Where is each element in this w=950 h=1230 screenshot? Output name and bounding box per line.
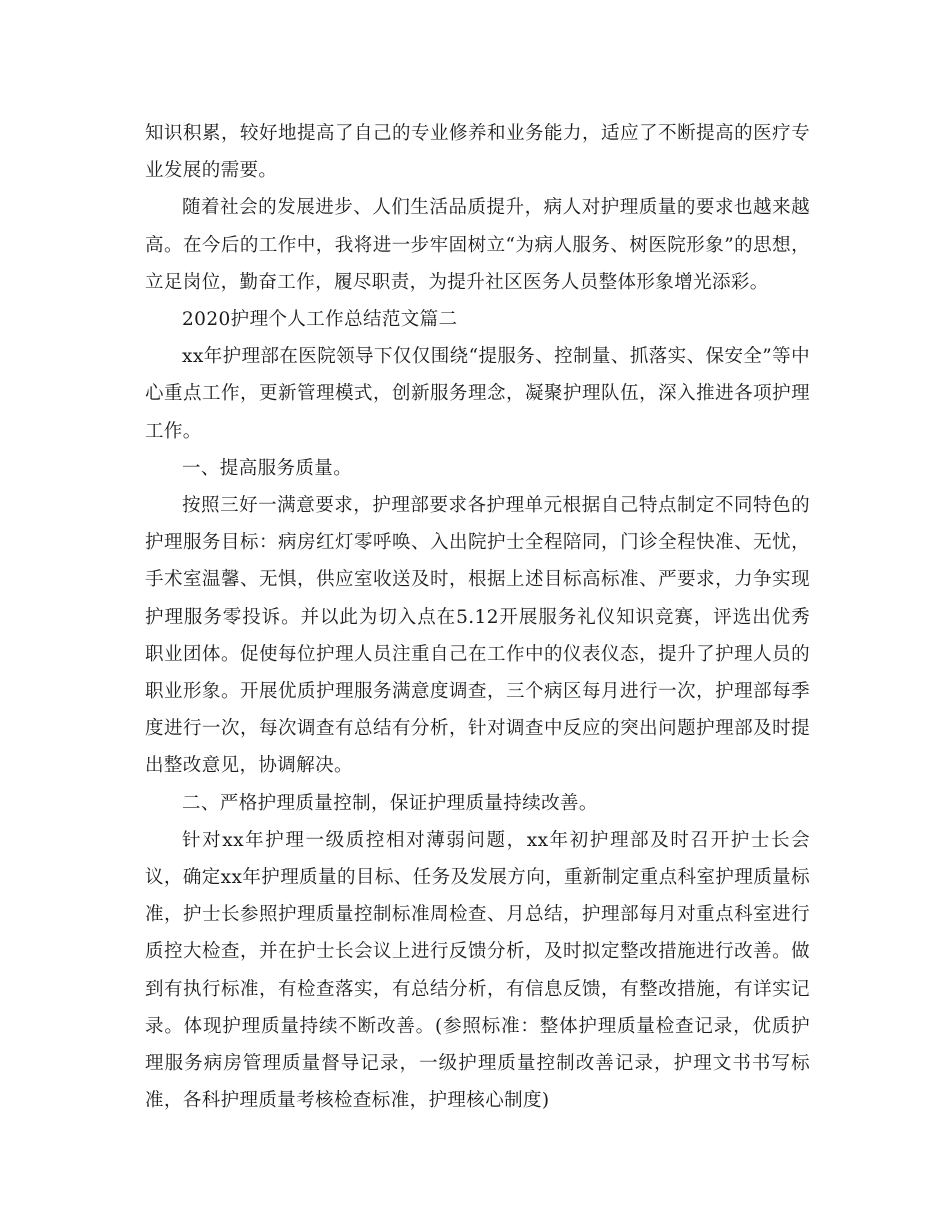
paragraph-5: 针对xx年护理一级质控相对薄弱问题，xx年初护理部及时召开护士长会议，确定xx年护理质量的目标、任务及发展方向，重新制定重点科室护理质量标准，护士长参照护理质量控制标准周检查、月总结，护理部每月对重点科室进行质控大检查，并在护士长会议上进行反馈分析，及时拟定整改措施进行改善。做到有执行标准，有检查落实，有总结分析，有信息反馈，有整改措施，有详实记录。体现护理质量持续不断改善。(参照标准：整体护理质量检查记录，优质护理服务病房管理质量督导记录，一级护理质量控制改善记录，护理文书书写标准，各科护理质量考核检查标准，护理核心制度) bbox=[145, 829, 810, 1112]
heading-2: 二、严格护理质量控制，保证护理质量持续改善。 bbox=[182, 792, 598, 814]
heading-1: 一、提高服务质量。 bbox=[182, 457, 353, 479]
paragraph-3: xx年护理部在医院领导下仅仅围绕“提服务、控制量、抓落实、保安全”等中心重点工作，更新管理模式，创新服务理念，凝聚护理队伍，深入推进各项护理工作。 bbox=[145, 346, 810, 442]
section-title: 2020护理个人工作总结范文篇二 bbox=[182, 309, 458, 331]
document-body bbox=[145, 115, 810, 1119]
paragraph-1: 知识积累，较好地提高了自己的专业修养和业务能力，适应了不断提高的医疗专业发展的需要。 bbox=[145, 123, 810, 182]
paragraph-4: 按照三好一满意要求，护理部要求各护理单元根据自己特点制定不同特色的护理服务目标：病房红灯零呼唤、入出院护士全程陪同，门诊全程快准、无忧，手术室温馨、无惧，供应室收送及时，根据上述目标高标准、严要求，力争实现护理服务零投诉。并以此为切入点在5.12开展服务礼仪知识竞赛，评选出优秀职业团体。促使每位护理人员注重自己在工作中的仪表仪态，提升了护理人员的职业形象。开展优质护理服务满意度调查，三个病区每月进行一次，护理部每季度进行一次，每次调查有总结有分析，针对调查中反应的突出问题护理部及时提出整改意见，协调解决。 bbox=[145, 495, 810, 777]
paragraph-2: 随着社会的发展进步、人们生活品质提升，病人对护理质量的要求也越来越高。在今后的工作中，我将进一步牢固树立“为病人服务、树医院形象”的思想，立足岗位，勤奋工作，履尽职责，为提升社区医务人员整体形象增光添彩。 bbox=[145, 197, 810, 293]
